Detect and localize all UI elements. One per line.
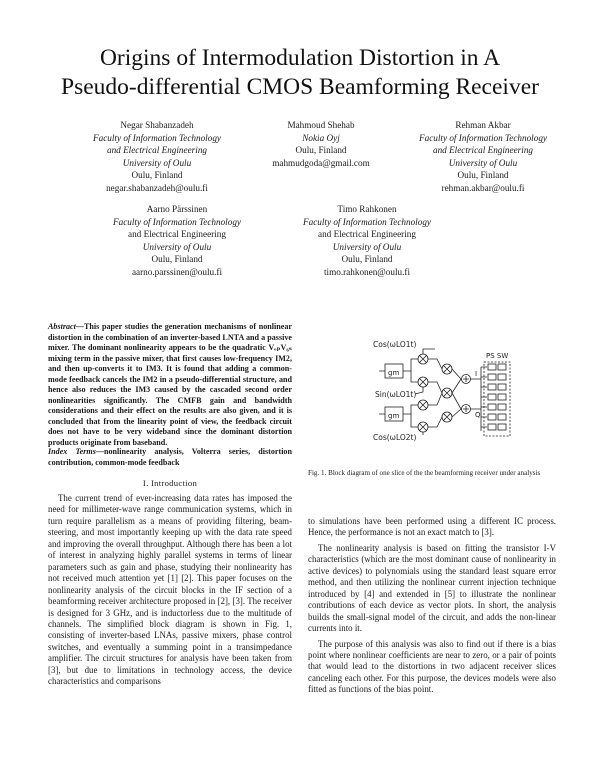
author-name: Mahmoud Shehab xyxy=(287,120,355,130)
figure-caption: Fig. 1. Block diagram of one slice of the the beamforming receiver under analysis xyxy=(308,469,541,477)
author-email[interactable]: aarno.parssinen@oulu.fi xyxy=(131,266,223,277)
section-heading: I. Introduction xyxy=(142,478,198,488)
mixer-bottom-2 xyxy=(418,422,428,432)
block-diagram-figure xyxy=(373,337,515,446)
author-affiliation: and Electrical Engineering xyxy=(432,145,534,156)
mixer-top-1 xyxy=(418,354,428,364)
paper-title xyxy=(40,44,560,102)
author-email[interactable]: timo.rahkonen@oulu.fi xyxy=(323,266,411,277)
author-name: Rehman Akbar xyxy=(455,120,511,130)
author-name: Aarno Pärssinen xyxy=(146,204,208,214)
gm-label: gm xyxy=(388,412,400,420)
gm-label: gm xyxy=(388,369,400,377)
author-affiliation: and Electrical Engineering xyxy=(318,229,416,240)
author-block xyxy=(292,203,442,279)
right-column xyxy=(308,516,556,700)
mixer-mid-3 xyxy=(442,412,452,422)
summing-node-bottom xyxy=(462,405,471,414)
paragraph: to simulations have been performed using a different IC process. Hence, the performance is not an exact match to [3]. xyxy=(308,516,556,538)
index-terms-label: Index Terms xyxy=(48,447,96,456)
author-location: Oulu, Finland xyxy=(457,170,509,181)
mixer-bottom-1 xyxy=(418,400,428,410)
mixer-mid-1 xyxy=(442,364,452,374)
author-block xyxy=(102,203,252,279)
author-affiliation: Faculty of Information Technology xyxy=(302,216,431,227)
author-email[interactable]: rehman.akbar@oulu.fi xyxy=(441,182,525,193)
abstract-label: Abstract xyxy=(48,322,76,331)
author-affiliation: University of Oulu xyxy=(448,157,518,168)
q-output-label: Q xyxy=(475,411,481,419)
author-location: Oulu, Finland xyxy=(295,145,347,156)
author-affiliation: and Electrical Engineering xyxy=(128,229,226,240)
index-terms xyxy=(48,447,292,468)
summing-node-top xyxy=(462,375,471,384)
author-affiliation: Faculty of Information Technology xyxy=(92,132,221,143)
title-line-2: Pseudo-differential CMOS Beamforming Receiver xyxy=(61,74,539,100)
author-email[interactable]: negar.shabanzadeh@oulu.fi xyxy=(106,182,208,193)
author-affiliation: University of Oulu xyxy=(332,241,402,252)
mixer-mid-2 xyxy=(442,388,452,398)
i-output-label: I xyxy=(475,370,478,378)
author-affiliation: Nokia Oyj xyxy=(302,132,340,143)
cos-bottom-label: Cos(ωLO2t) xyxy=(373,433,417,442)
author-name: Negar Shabanzadeh xyxy=(120,120,194,130)
author-name: Timo Rahkonen xyxy=(337,204,397,214)
author-affiliation: University of Oulu xyxy=(122,157,192,168)
sin-label: Sin(ωLO1t) xyxy=(375,390,417,399)
abstract-text: —This paper studies the generation mechanisms of nonlinear distortion in the combination of an inverter-based LNTA and a passive mixer. The dominant nonlinearity appears to be the quadratic VₒₚV₆ₛ mixing term in the passive mixer, that first causes low-frequency IM2, and then up-converts it to IM3. It is found that adding a common-mode feedback cancels the IM2 in a pseudo-differential structure, and hence also reduces the IM3 caused by the cascaded second order nonlinearities significantly. The CMFB gain and bandwidth considerations and their effect on the results are also given, and it is concluded that from the linearity point of view, the feedback circuit does not have to be very wideband since the dominant distortion products originate from baseband. xyxy=(48,322,292,447)
author-email[interactable]: mahmudgoda@gmail.com xyxy=(272,157,370,168)
left-column xyxy=(48,493,292,692)
author-block xyxy=(408,119,558,195)
paragraph: The nonlinearity analysis is based on fitting the transistor I-V characteristics (which are the most dominant cause of nonlinearity in active devices) to polynomials using the standard least square error method, and then utilizing the nonlinear current injection technique introduced by [4] and extended in [5] to illustrate the nonlinear contributions of each device as vector plots. In short, the analysis builds the small-signal model of the circuit, and adds the non-linear currents into it. xyxy=(308,542,556,634)
author-block xyxy=(82,119,232,195)
paragraph: The current trend of ever-increasing data rates has imposed the need for millimeter-wave range communication systems, which in turn require parallelism as a means of providing filtering, beam-steering, and most importantly keeping up with the data rate speed and improving the overall throughput. Although there has been a lot of interest in analyzing highly parallel systems in terms of linear parameters such as gain and phase, studying their nonlinearity has not received much attention yet [1] [2]. This paper focuses on the nonlinearity analysis of the circuit blocks in the IF section of a beamforming receiver architecture proposed in [2], [3]. The receiver is designed for 3 GHz, and is inductorless due to the multitude of channels. The simplified block diagram is shown in Fig. 1, consisting of inverter-based LNAs, passive mixers, phase control switches, and eventually a summing point in a transimpedance amplifier. The circuit structures for analysis have been taken from [3], but due to limitations in technology access, the device characteristics and comparisons xyxy=(48,493,292,687)
author-location: Oulu, Finland xyxy=(151,254,203,265)
ps-sw-label: PS SW xyxy=(486,352,509,360)
paragraph: The purpose of this analysis was also to find out if there is a bias point where nonlinear coefficients are near to zero, or a pair of points that would lead to the distortions in two adjacent receiver slices canceling each other. For this purpose, the devices models were also fitted as functions of the bias point. xyxy=(308,638,556,695)
author-affiliation: and Electrical Engineering xyxy=(106,145,208,156)
author-affiliation: Faculty of Information Technology xyxy=(112,216,241,227)
author-affiliation: Faculty of Information Technology xyxy=(418,132,547,143)
author-block xyxy=(246,119,396,169)
author-location: Oulu, Finland xyxy=(131,170,183,181)
author-affiliation: University of Oulu xyxy=(142,241,212,252)
phase-switch-bank xyxy=(481,362,510,436)
author-location: Oulu, Finland xyxy=(341,254,393,265)
abstract xyxy=(48,322,292,448)
title-line-1: Origins of Intermodulation Distortion in A xyxy=(99,45,501,71)
index-terms-text: —nonlinearity analysis, Volterra series, distortion contribution, common-mode feedback xyxy=(48,447,292,467)
mixer-top-2 xyxy=(418,377,428,387)
cos-top-label: Cos(ωLO1t) xyxy=(373,340,417,349)
